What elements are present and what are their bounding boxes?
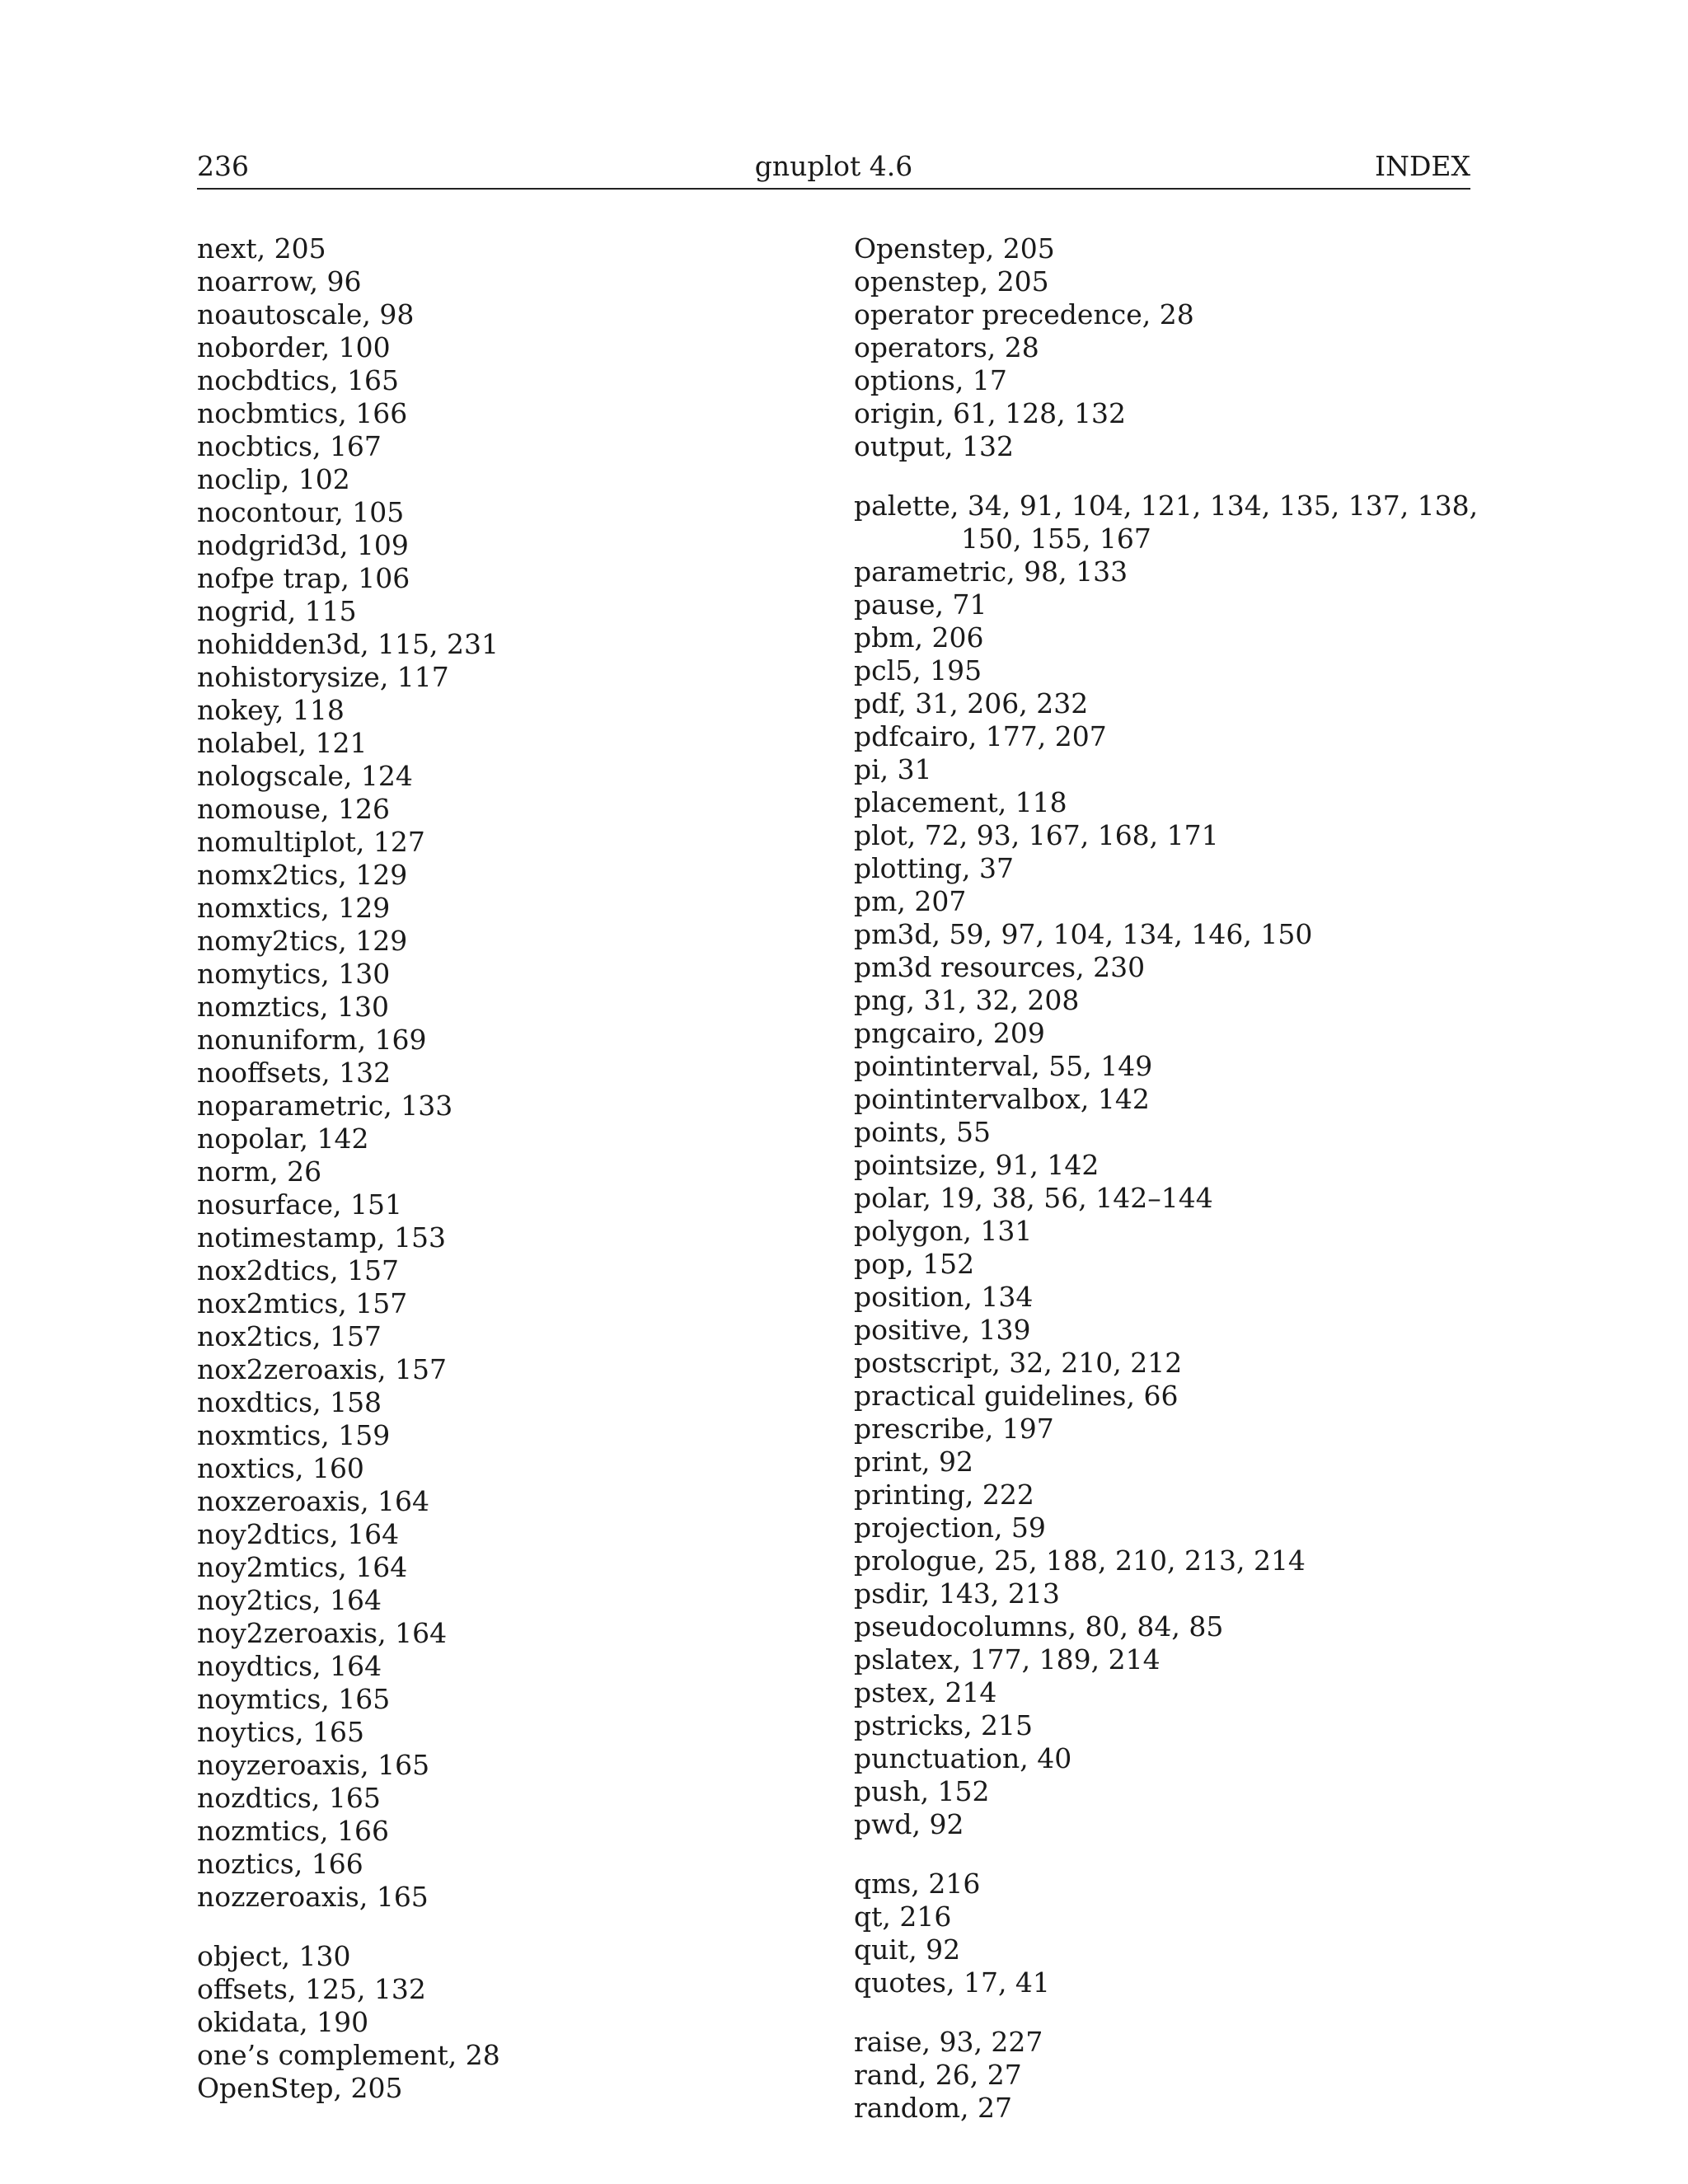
index-entry: nomy2tics, 129 <box>197 925 408 957</box>
index-entry: nox2tics, 157 <box>197 1320 382 1352</box>
index-entry: noborder, 100 <box>197 331 391 363</box>
index-entry: palette, 34, 91, 104, 121, 134, 135, 137, 138, 150, 155, 167 <box>854 490 1479 555</box>
index-entry: pseudocolumns, 80, 84, 85 <box>854 1610 1224 1643</box>
index-entry: prescribe, 197 <box>854 1413 1054 1445</box>
index-entry: noy2dtics, 164 <box>197 1518 400 1550</box>
index-entry: nox2dtics, 157 <box>197 1254 400 1286</box>
index-entry: nox2mtics, 157 <box>197 1287 408 1319</box>
index-entry: noydtics, 164 <box>197 1650 382 1682</box>
index-entry: nohistorysize, 117 <box>197 661 449 693</box>
index-entry: parametric, 98, 133 <box>854 555 1128 588</box>
index-entry: noparametric, 133 <box>197 1090 453 1122</box>
index-entry: pointinterval, 55, 149 <box>854 1050 1153 1082</box>
index-entry: noytics, 165 <box>197 1716 364 1748</box>
index-entry: noztics, 166 <box>197 1848 363 1880</box>
index-entry: next, 205 <box>197 232 326 265</box>
index-entry: openstep, 205 <box>854 265 1049 298</box>
index-entry: rand, 26, 27 <box>854 2059 1022 2091</box>
index-entry: nohidden3d, 115, 231 <box>197 628 499 660</box>
index-entry: plot, 72, 93, 167, 168, 171 <box>854 819 1219 851</box>
index-entry: okidata, 190 <box>197 2006 369 2038</box>
index-entry: qms, 216 <box>854 1868 981 1900</box>
index-entry: nomztics, 130 <box>197 991 389 1023</box>
page-header <box>197 148 1470 190</box>
index-entry: nonuniform, 169 <box>197 1024 427 1056</box>
index-entry: notimestamp, 153 <box>197 1221 447 1254</box>
index-entry: pbm, 206 <box>854 621 984 654</box>
index-entry: pwd, 92 <box>854 1808 964 1840</box>
index-entry: pstricks, 215 <box>854 1709 1034 1741</box>
index-entry: nozdtics, 165 <box>197 1782 381 1814</box>
index-entry: nofpe trap, 106 <box>197 562 410 594</box>
index-entry: operators, 28 <box>854 331 1039 363</box>
section-title: INDEX <box>1375 150 1470 182</box>
index-entry: pdf, 31, 206, 232 <box>854 687 1089 719</box>
index-entry: projection, 59 <box>854 1511 1046 1544</box>
index-column-right <box>854 232 1480 2125</box>
index-entry: position, 134 <box>854 1281 1034 1313</box>
index-entry: nocbdtics, 165 <box>197 364 400 396</box>
index-entry: printing, 222 <box>854 1479 1034 1511</box>
index-entry: noy2tics, 164 <box>197 1584 382 1616</box>
index-entry: png, 31, 32, 208 <box>854 984 1080 1016</box>
index-entry: noxzeroaxis, 164 <box>197 1485 430 1517</box>
index-entry: pi, 31 <box>854 753 932 785</box>
index-entry: positive, 139 <box>854 1314 1031 1346</box>
index-entry: one’s complement, 28 <box>197 2039 500 2071</box>
index-entry: nodgrid3d, 109 <box>197 529 409 561</box>
group-separator <box>854 463 1480 490</box>
index-entry: pm3d resources, 230 <box>854 951 1146 983</box>
index-entry: placement, 118 <box>854 786 1067 818</box>
index-entry: qt, 216 <box>854 1900 952 1933</box>
index-entry: origin, 61, 128, 132 <box>854 397 1127 429</box>
index-entry: polygon, 131 <box>854 1215 1033 1247</box>
index-entry: nokey, 118 <box>197 694 345 726</box>
index-entry: nomxtics, 129 <box>197 892 391 924</box>
index-entry: pop, 152 <box>854 1248 975 1280</box>
page-number: 236 <box>197 150 249 182</box>
index-entry: operator precedence, 28 <box>854 298 1194 330</box>
index-entry: nopolar, 142 <box>197 1122 369 1155</box>
index-entry: nomx2tics, 129 <box>197 859 408 891</box>
index-entry: raise, 93, 227 <box>854 2026 1043 2058</box>
index-group-o <box>854 232 1480 463</box>
index-entry: pause, 71 <box>854 588 987 621</box>
index-entry: noclip, 102 <box>197 463 350 495</box>
index-entry: object, 130 <box>197 1940 351 1972</box>
index-entry: quit, 92 <box>854 1933 961 1966</box>
index-entry: pngcairo, 209 <box>854 1017 1045 1049</box>
index-entry: Openstep, 205 <box>854 232 1055 265</box>
index-entry: nooffsets, 132 <box>197 1057 392 1089</box>
index-entry: quotes, 17, 41 <box>854 1966 1050 1999</box>
index-entry: nomouse, 126 <box>197 793 390 825</box>
index-entry: nocontour, 105 <box>197 496 405 528</box>
index-entry: nogrid, 115 <box>197 595 357 627</box>
index-entry: random, 27 <box>854 2092 1012 2124</box>
index-entry: punctuation, 40 <box>854 1742 1072 1774</box>
index-entry: nozzeroaxis, 165 <box>197 1881 429 1913</box>
index-group-q <box>854 1868 1480 1999</box>
index-entry: pcl5, 195 <box>854 654 982 687</box>
index-entry: noymtics, 165 <box>197 1683 391 1715</box>
index-entry: nocbtics, 167 <box>197 430 382 462</box>
index-entry: norm, 26 <box>197 1155 322 1188</box>
index-entry: polar, 19, 38, 56, 142–144 <box>854 1182 1213 1214</box>
index-entry: pointintervalbox, 142 <box>854 1083 1150 1115</box>
index-entry: noxtics, 160 <box>197 1452 364 1484</box>
index-entry: noy2zeroaxis, 164 <box>197 1617 448 1649</box>
index-entry: plotting, 37 <box>854 852 1014 884</box>
index-entry: pstex, 214 <box>854 1676 997 1708</box>
index-group-r <box>854 2026 1480 2125</box>
index-entry: nomytics, 130 <box>197 958 391 990</box>
group-separator <box>854 1999 1480 2026</box>
index-entry: psdir, 143, 213 <box>854 1577 1060 1610</box>
index-entry: noarrow, 96 <box>197 265 362 298</box>
group-separator <box>854 1841 1480 1868</box>
index-entry: options, 17 <box>854 364 1007 396</box>
index-group-n <box>197 232 823 1914</box>
index-entry: nocbmtics, 166 <box>197 397 408 429</box>
index-entry: noxmtics, 159 <box>197 1419 391 1451</box>
running-title: gnuplot 4.6 <box>754 150 913 182</box>
index-entry: pm3d, 59, 97, 104, 134, 146, 150 <box>854 918 1313 950</box>
index-entry: pdfcairo, 177, 207 <box>854 720 1107 752</box>
index-group-o <box>197 1940 823 2105</box>
index-entry: prologue, 25, 188, 210, 213, 214 <box>854 1544 1306 1577</box>
index-entry: pointsize, 91, 142 <box>854 1149 1100 1181</box>
index-entry: postscript, 32, 210, 212 <box>854 1347 1183 1379</box>
index-entry: offsets, 125, 132 <box>197 1973 426 2005</box>
index-column-left <box>197 232 823 2105</box>
index-entry: nomultiplot, 127 <box>197 826 425 858</box>
index-entry: noautoscale, 98 <box>197 298 415 330</box>
index-group-p <box>854 490 1480 1841</box>
index-entry: points, 55 <box>854 1116 991 1148</box>
index-entry: practical guidelines, 66 <box>854 1380 1179 1412</box>
index-entry: pslatex, 177, 189, 214 <box>854 1643 1160 1675</box>
group-separator <box>197 1914 823 1940</box>
index-entry: nologscale, 124 <box>197 760 413 792</box>
index-entry: nolabel, 121 <box>197 727 368 759</box>
index-entry: noxdtics, 158 <box>197 1386 382 1418</box>
index-entry: push, 152 <box>854 1775 990 1807</box>
index-entry: noyzeroaxis, 165 <box>197 1749 430 1781</box>
index-entry: pm, 207 <box>854 885 967 917</box>
index-entry: output, 132 <box>854 430 1014 462</box>
index-entry: noy2mtics, 164 <box>197 1551 408 1583</box>
index-entry: nosurface, 151 <box>197 1188 402 1221</box>
index-entry: nozmtics, 166 <box>197 1815 389 1847</box>
index-entry: nox2zeroaxis, 157 <box>197 1353 448 1385</box>
index-entry: OpenStep, 205 <box>197 2072 403 2104</box>
index-entry: print, 92 <box>854 1446 973 1478</box>
